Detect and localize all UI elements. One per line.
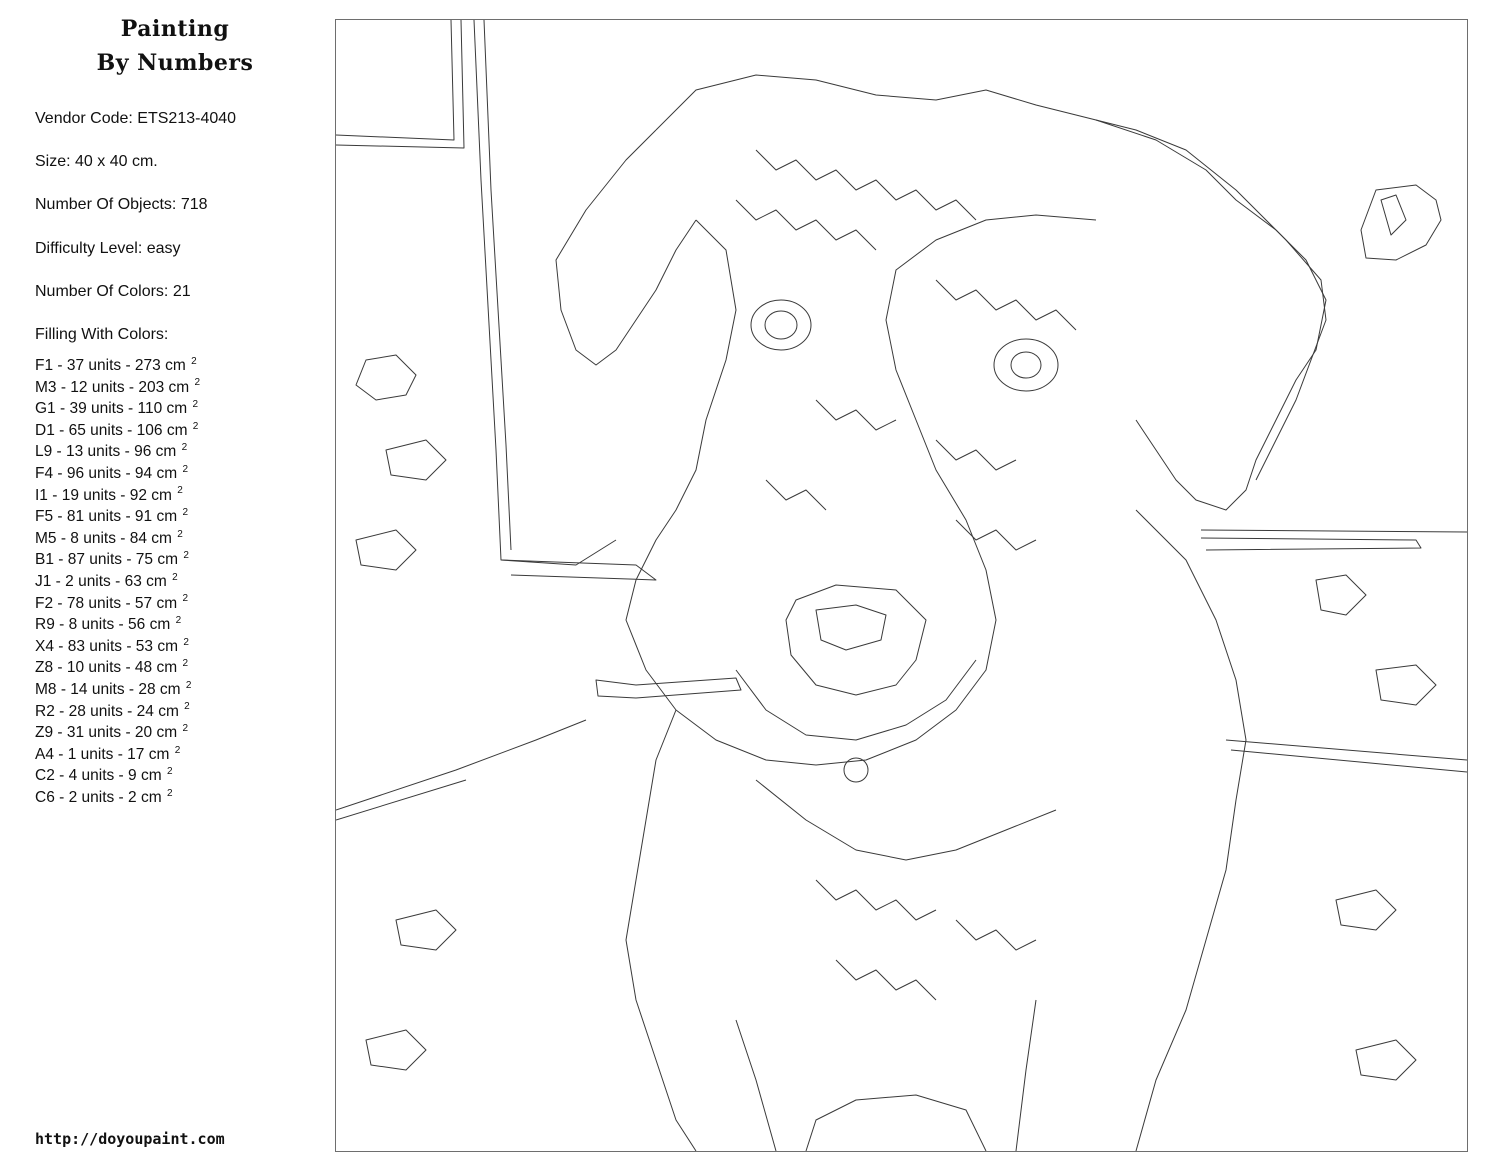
color-row-unit-superscript: 2 <box>183 550 189 562</box>
color-row-unit-superscript: 2 <box>177 485 183 497</box>
color-row-text: D1 - 65 units - 106 cm <box>35 421 188 439</box>
color-row-unit-superscript: 2 <box>175 614 182 626</box>
coloring-canvas <box>335 19 1468 1152</box>
dog-head-outline <box>656 75 1326 510</box>
color-row-text: J1 - 2 units - 63 cm <box>35 572 167 590</box>
dog-eye-left <box>751 300 811 350</box>
fur-texture-face <box>766 400 1036 550</box>
color-row <box>35 463 200 485</box>
color-row-unit-superscript: 2 <box>181 442 188 454</box>
color-row <box>35 722 200 744</box>
window-sill <box>501 560 656 580</box>
color-row-text: B1 - 87 units - 75 cm <box>35 551 179 569</box>
color-row-unit-superscript: 2 <box>172 571 178 583</box>
color-row <box>35 506 200 528</box>
background-patches <box>356 355 1436 1080</box>
color-row-unit-superscript: 2 <box>191 355 197 367</box>
dog-neck-right <box>1136 510 1246 1151</box>
dog-face <box>626 215 1096 765</box>
vendor-code: Vendor Code: ETS213-4040 <box>35 110 237 127</box>
window-frame-right <box>1201 530 1467 550</box>
dog-ear-left <box>556 130 696 365</box>
color-row-text: X4 - 83 units - 53 cm <box>35 637 179 655</box>
window-frame-left <box>336 20 464 148</box>
dog-eye-left-pupil <box>765 311 797 339</box>
color-row-text: Z8 - 10 units - 48 cm <box>35 659 178 677</box>
fur-texture-head <box>736 150 1076 330</box>
color-row-text: M3 - 12 units - 203 cm <box>35 378 190 396</box>
color-row <box>35 528 200 550</box>
dog-collar-tag <box>844 758 868 782</box>
color-row <box>35 355 200 377</box>
color-row <box>35 420 200 442</box>
color-row-unit-superscript: 2 <box>174 744 181 756</box>
color-row <box>35 657 200 679</box>
difficulty-level: Difficulty Level: easy <box>35 239 181 257</box>
fur-texture-chest <box>816 880 1036 1000</box>
number-of-objects: Number Of Objects: 718 <box>35 196 208 214</box>
window-frame-mid <box>474 20 616 565</box>
filling-heading: Filling With Colors: <box>35 326 169 344</box>
color-row-text: C6 - 2 units - 2 cm <box>35 788 162 806</box>
kit-details <box>35 97 236 356</box>
dog-mouth <box>736 660 976 740</box>
dog-ear-right <box>1096 120 1326 480</box>
color-row-unit-superscript: 2 <box>185 679 192 691</box>
color-row-text: A4 - 1 units - 17 cm <box>35 745 170 763</box>
color-row-text: R2 - 28 units - 24 cm <box>35 702 179 720</box>
floor-line-left <box>336 720 586 820</box>
dog-paw <box>806 1095 986 1151</box>
color-row-text: M8 - 14 units - 28 cm <box>35 680 181 698</box>
number-of-colors: Number Of Colors: 21 <box>35 282 191 300</box>
color-row <box>35 787 200 809</box>
color-row-unit-superscript: 2 <box>177 528 183 540</box>
color-row <box>35 701 200 723</box>
color-row <box>35 485 200 507</box>
color-row-unit-superscript: 2 <box>184 701 190 713</box>
wall-patch <box>1361 185 1441 260</box>
dog-chest <box>756 780 1056 860</box>
dog-eye-right <box>994 339 1058 391</box>
dog-nose-inner <box>816 605 886 650</box>
color-row <box>35 744 200 766</box>
color-row-unit-superscript: 2 <box>166 787 173 799</box>
color-row-text: G1 - 39 units - 110 cm <box>35 400 188 418</box>
dog-nose <box>786 585 926 695</box>
floor-line-right <box>1226 740 1467 772</box>
sidebar <box>0 0 320 1169</box>
color-row-text: F2 - 78 units - 57 cm <box>35 594 178 612</box>
color-row-unit-superscript: 2 <box>182 658 189 670</box>
color-row-unit-superscript: 2 <box>166 766 173 778</box>
color-row-text: F5 - 81 units - 91 cm <box>35 508 178 526</box>
title-line-1: Painting <box>120 16 230 42</box>
color-row-text: C2 - 4 units - 9 cm <box>35 767 162 785</box>
color-row <box>35 398 200 420</box>
color-row-text: R9 - 8 units - 56 cm <box>35 616 171 634</box>
stick <box>596 678 741 698</box>
color-row <box>35 377 200 399</box>
color-row <box>35 593 200 615</box>
color-list <box>35 355 200 808</box>
color-row-unit-superscript: 2 <box>182 507 189 518</box>
color-row-unit-superscript: 2 <box>182 463 189 475</box>
color-row <box>35 549 200 571</box>
website-link[interactable]: http://doyoupaint.com <box>35 1130 225 1148</box>
dog-neck-left <box>626 710 696 1151</box>
color-row-text: L9 - 13 units - 96 cm <box>35 443 177 461</box>
kit-size: Size: 40 x 40 cm. <box>35 153 158 171</box>
dog-front-legs <box>736 1000 1036 1151</box>
color-row-unit-superscript: 2 <box>182 722 189 734</box>
color-row-unit-superscript: 2 <box>182 593 189 605</box>
color-row <box>35 441 200 463</box>
color-row <box>35 765 200 787</box>
color-row <box>35 571 200 593</box>
dog-line-art <box>336 20 1467 1151</box>
dog-eye-right-pupil <box>1011 352 1041 378</box>
color-row-unit-superscript: 2 <box>194 377 201 389</box>
color-row <box>35 679 200 701</box>
color-row-text: F1 - 37 units - 273 cm <box>35 357 186 374</box>
color-row <box>35 614 200 636</box>
color-row-text: F4 - 96 units - 94 cm <box>35 464 178 482</box>
title-line-2: By Numbers <box>96 50 254 76</box>
color-row-unit-superscript: 2 <box>192 420 199 432</box>
page-title <box>60 12 290 80</box>
color-row-text: Z9 - 31 units - 20 cm <box>35 724 178 742</box>
color-row-text: M5 - 8 units - 84 cm <box>35 529 172 547</box>
color-row-unit-superscript: 2 <box>183 636 189 648</box>
color-row <box>35 636 200 658</box>
color-row-unit-superscript: 2 <box>192 399 199 411</box>
color-row-text: I1 - 19 units - 92 cm <box>35 486 172 504</box>
